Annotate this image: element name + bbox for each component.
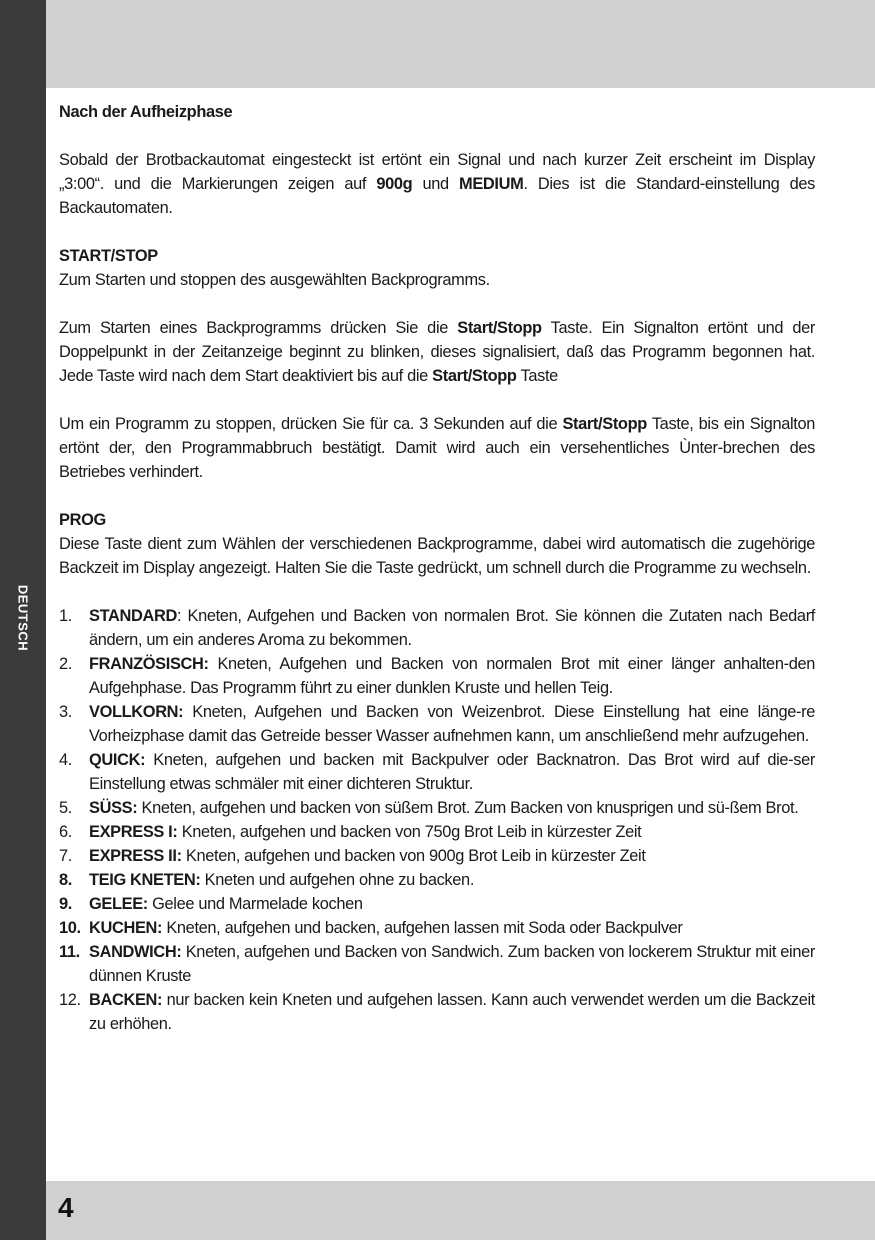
program-number: 9. — [59, 895, 72, 913]
program-list-item — [59, 820, 815, 844]
header-band — [46, 0, 875, 88]
program-list-item — [59, 604, 815, 652]
program-number: 3. — [59, 703, 72, 721]
program-description: Kneten, aufgehen und Backen von Sandwich. Zum backen von lockerem Struktur mit einer dünnen Kruste — [89, 943, 815, 985]
program-separator: : — [176, 607, 182, 625]
program-list-item — [59, 892, 815, 916]
section-title-aufheizphase: Nach der Aufheizphase — [59, 103, 233, 121]
program-description: Kneten, aufgehen und backen, aufgehen lassen mit Soda oder Backpulver — [162, 919, 683, 937]
program-description: Kneten, Aufgehen und Backen von Weizenbrot. Diese Einstellung hat eine länge-re Vorheizphase damit das Getreide besser Wasser aufnehmen kann, um anschließend mehr aufzugehen. — [89, 703, 815, 745]
program-name: GELEE: — [89, 895, 148, 913]
bold-run: 900g — [376, 175, 413, 193]
program-number: 8. — [59, 871, 72, 889]
page-number: 4 — [58, 1192, 74, 1223]
paragraph-startstop-intro: Zum Starten und stoppen des ausgewählten Backprogramms. — [59, 271, 490, 289]
program-number: 1. — [59, 607, 72, 625]
program-number: 4. — [59, 751, 72, 769]
program-description: Kneten, aufgehen und backen von 750g Brot Leib in kürzester Zeit — [177, 823, 642, 841]
program-list-item — [59, 868, 815, 892]
text-run: Taste — [516, 367, 558, 385]
bold-run: Start/Stopp — [562, 415, 647, 433]
program-name: BACKEN: — [89, 991, 163, 1009]
language-label: DEUTSCH — [15, 584, 31, 652]
program-list-item — [59, 700, 815, 748]
text-run: Um ein Programm zu stoppen, drücken Sie für ca. 3 Sekunden auf die — [59, 415, 563, 433]
bold-run: Start/Stopp — [457, 319, 542, 337]
program-name: STANDARD — [89, 607, 177, 625]
bold-run: MEDIUM — [459, 175, 524, 193]
program-list-item — [59, 652, 815, 700]
program-number: 11. — [59, 943, 80, 961]
program-number: 12. — [59, 991, 81, 1009]
program-name: SÜSS: — [89, 799, 138, 817]
program-description: Kneten, aufgehen und backen von süßem Brot. Zum Backen von knusprigen und sü-ßem Brot. — [137, 799, 799, 817]
program-number: 5. — [59, 799, 72, 817]
text-run: . Dies ist die Standard-einstellung des Backautomaten. — [59, 175, 815, 217]
program-list-item — [59, 940, 815, 988]
program-description: nur backen kein Kneten und aufgehen lassen. Kann auch verwendet werden um die Backzeit zu erhöhen. — [89, 991, 815, 1033]
text-run: und — [412, 175, 460, 193]
program-list-item — [59, 748, 815, 796]
paragraph-startstop-start — [59, 316, 815, 388]
program-number: 6. — [59, 823, 72, 841]
program-name: KUCHEN: — [89, 919, 163, 937]
program-description: Kneten, Aufgehen und Backen von normalen Brot mit einer länger anhalten-den Aufgehphase. Das Programm führt zu einer dunklen Kruste und hellen Teig. — [89, 655, 815, 697]
program-name: FRANZÖSISCH: — [89, 655, 209, 673]
program-number: 7. — [59, 847, 72, 865]
program-list-item — [59, 988, 815, 1036]
page-content — [59, 100, 815, 1036]
bold-run: Start/Stopp — [432, 367, 517, 385]
program-number: 10. — [59, 919, 81, 937]
section-title-prog: PROG — [59, 511, 106, 529]
program-description: Kneten, aufgehen und backen mit Backpulver oder Backnatron. Das Brot wird auf die-ser Einstellung etwas schmäler mit einer dichteren Struktur. — [89, 751, 815, 793]
program-description: Gelee und Marmelade kochen — [147, 895, 363, 913]
paragraph-prog: Diese Taste dient zum Wählen der verschiedenen Backprogramme, dabei wird automatisch die zugehörige Backzeit im Display angezeigt. Halten Sie die Taste gedrückt, um schnell durch die Programme zu wechseln. — [59, 535, 815, 577]
text-run: Sobald der Brotbackautomat eingesteckt ist ertönt ein Signal und nach kurzer Zeit erscheint im Display „3:00“. und die Markierungen zeigen auf — [59, 151, 815, 193]
paragraph-aufheizphase — [59, 148, 815, 220]
text-run: Taste, bis ein Signalton ertönt der, den Programmabbruch bestätigt. Damit wird auch ein versehentliches Ùnter-brechen des Betriebes verhindert. — [59, 415, 816, 481]
text-run: Taste. Ein Signalton ertönt und der Doppelpunkt in der Zeitanzeige beginnt zu blinken, dieses signalisiert, daß das Programm begonnen hat. Jede Taste wird nach dem Start deaktiviert bis auf die — [59, 319, 815, 385]
program-name: EXPRESS II: — [89, 847, 182, 865]
text-run: Zum Starten eines Backprogramms drücken Sie die — [59, 319, 458, 337]
program-list-item — [59, 796, 815, 820]
program-name: QUICK: — [89, 751, 146, 769]
program-list-item — [59, 844, 815, 868]
program-description: Kneten und aufgehen ohne zu backen. — [200, 871, 475, 889]
section-title-startstop: START/STOP — [59, 247, 158, 265]
program-name: EXPRESS I: — [89, 823, 178, 841]
program-description: Kneten, aufgehen und backen von 900g Brot Leib in kürzester Zeit — [181, 847, 646, 865]
program-list — [59, 604, 815, 1036]
paragraph-startstop-stop — [59, 412, 815, 484]
sidebar — [0, 0, 46, 1240]
program-number: 2. — [59, 655, 72, 673]
program-name: TEIG KNETEN: — [89, 871, 201, 889]
program-list-item — [59, 916, 815, 940]
program-name: SANDWICH: — [89, 943, 182, 961]
program-name: VOLLKORN: — [89, 703, 184, 721]
footer-band — [46, 1181, 875, 1240]
program-description: Kneten, Aufgehen und Backen von normalen Brot. Sie können die Zutaten nach Bedarf ändern, um ein anderes Aroma zu bekommen. — [89, 607, 815, 649]
